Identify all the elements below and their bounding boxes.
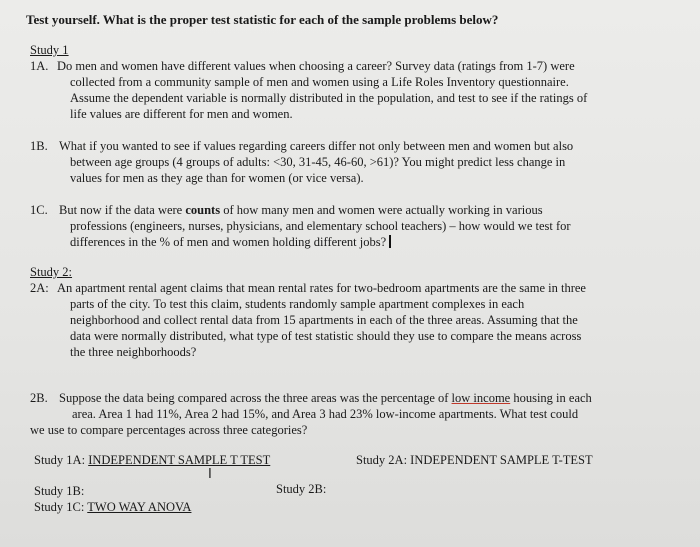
q1c-line: differences in the % of men and women holding different jobs? <box>70 234 391 250</box>
q1a-line: Do men and women have different values when choosing a career? Survey data (ratings from 1-7) were <box>57 59 575 73</box>
q1c-bold-word: counts <box>185 203 221 217</box>
answer-1c: Study 1C: TWO WAY ANOVA <box>34 500 192 514</box>
q1a-line: life values are different for men and women. <box>70 107 293 121</box>
q1c-label: 1C. <box>30 203 48 217</box>
q2b-line: we use to compare percentages across three categories? <box>30 423 308 437</box>
low-income-underlined: low income <box>451 391 511 405</box>
q2b-line: area. Area 1 had 11%, Area 2 had 15%, and Area 3 had 23% low-income apartments. What test could <box>72 407 579 421</box>
answer-1a-value: INDEPENDENT SAMPLE T TEST <box>88 453 271 467</box>
answer-2b: Study 2B: <box>276 482 327 496</box>
q1a-line: Assume the dependent variable is normally distributed in the population, and test to see if the ratings of <box>70 91 588 105</box>
answer-1c-value: TWO WAY ANOVA <box>87 500 192 514</box>
q1b-line: What if you wanted to see if values regarding careers differ not only between men and women but also <box>59 139 574 153</box>
q1a-line: collected from a community sample of men and women using a Life Roles Inventory questionnaire. <box>70 75 569 89</box>
answer-1a: Study 1A: INDEPENDENT SAMPLE T TEST <box>34 453 271 467</box>
study1-heading: Study 1 <box>30 43 69 57</box>
q1a-label: 1A. <box>30 59 49 73</box>
q2a-line: neighborhood and collect rental data from 15 apartments in each of the three areas. Assuming that the <box>70 313 578 327</box>
q1b-line: values for men as they age than for women (or vice versa). <box>70 171 364 185</box>
q1b-label: 1B. <box>30 139 48 153</box>
q2b-label: 2B. <box>30 391 48 405</box>
q2a-line: the three neighborhoods? <box>70 345 197 359</box>
study2-heading: Study 2: <box>30 265 73 279</box>
text-cursor <box>389 235 391 248</box>
ibeam-cursor-icon: I <box>208 467 212 482</box>
answer-1b: Study 1B: <box>34 484 85 498</box>
page-title: Test yourself. What is the proper test statistic for each of the sample problems below? <box>26 12 499 27</box>
q2a-line: parts of the city. To test this claim, students randomly sample apartment complexes in each <box>70 297 525 311</box>
q2b-line: Suppose the data being compared across the three areas was the percentage of low income housing in each <box>59 391 592 405</box>
answer-2a: Study 2A: INDEPENDENT SAMPLE T-TEST <box>356 453 593 467</box>
q1c-line: But now if the data were counts of how many men and women were actually working in various <box>59 203 543 217</box>
q2a-line: data were normally distributed, what type of test statistic should they use to compare the means across <box>70 329 582 343</box>
q1c-line: professions (engineers, nurses, physicians, and elementary school teachers) – how would we test for <box>70 219 571 233</box>
q2a-label: 2A: <box>30 281 49 295</box>
q1b-line: between age groups (4 groups of adults: <30, 31-45, 46-60, >61)? You might predict less change in <box>70 155 566 169</box>
q2a-line: An apartment rental agent claims that mean rental rates for two-bedroom apartments are the same in three <box>57 281 586 295</box>
